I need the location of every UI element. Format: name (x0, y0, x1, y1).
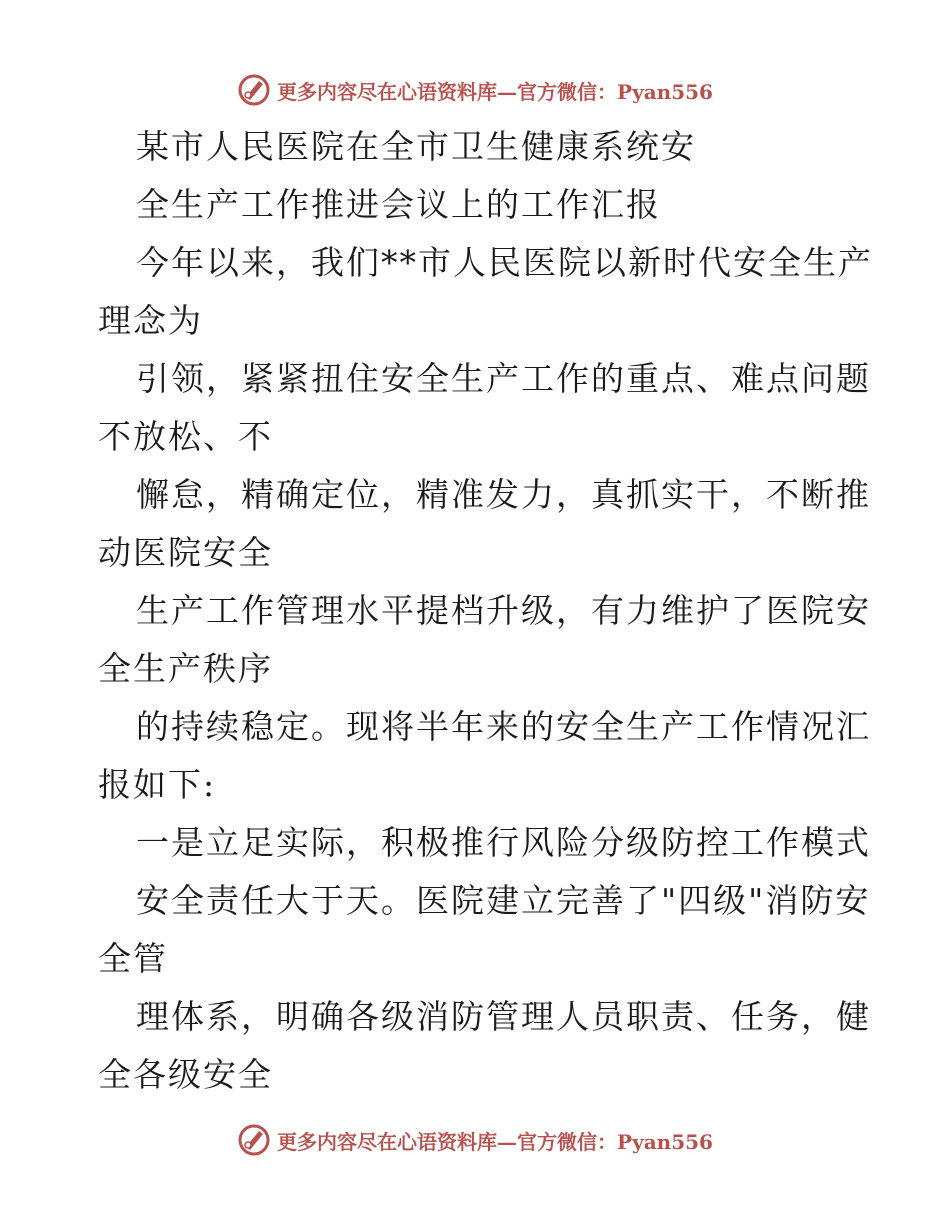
brand-logo-icon (237, 1123, 271, 1157)
text-line: 动医院安全 (98, 533, 273, 572)
text-line: 理体系，明确各级消防管理人员职责、任务，健 (136, 997, 871, 1036)
text-line: 生产工作管理水平提档升级，有力维护了医院安 (136, 591, 871, 630)
text-line: 一是立足实际，积极推行风险分级防控工作模式 (136, 823, 871, 862)
text-line: 全管 (98, 939, 168, 978)
watermark-text: 更多内容尽在心语资料库—官方微信：Pyan556 (277, 1129, 713, 1154)
text-line: 懈怠，精确定位，精准发力，真抓实干，不断推 (136, 475, 871, 514)
text-line: 报如下: (98, 765, 217, 804)
text-line: 的持续稳定。现将半年来的安全生产工作情况汇 (136, 707, 871, 746)
text-line: 某市人民医院在全市卫生健康系统安 (136, 127, 696, 166)
text-line: 不放松、不 (98, 417, 273, 456)
brand-logo-icon (237, 73, 271, 107)
text-line: 全各级安全 (98, 1055, 273, 1094)
watermark-banner-top (0, 70, 950, 110)
text-line: 全生产工作推进会议上的工作汇报 (136, 185, 661, 224)
text-line: 引领，紧紧扭住安全生产工作的重点、难点问题 (136, 359, 871, 398)
watermark-banner-bottom (0, 1120, 950, 1160)
watermark-text: 更多内容尽在心语资料库—官方微信：Pyan556 (277, 79, 713, 104)
text-line: 理念为 (98, 301, 203, 340)
text-line: 今年以来，我们**市人民医院以新时代安全生产 (136, 243, 873, 282)
document-body (98, 118, 873, 1104)
text-line: 安全责任大于天。医院建立完善了"四级"消防安 (136, 881, 871, 920)
text-line: 全生产秩序 (98, 649, 273, 688)
